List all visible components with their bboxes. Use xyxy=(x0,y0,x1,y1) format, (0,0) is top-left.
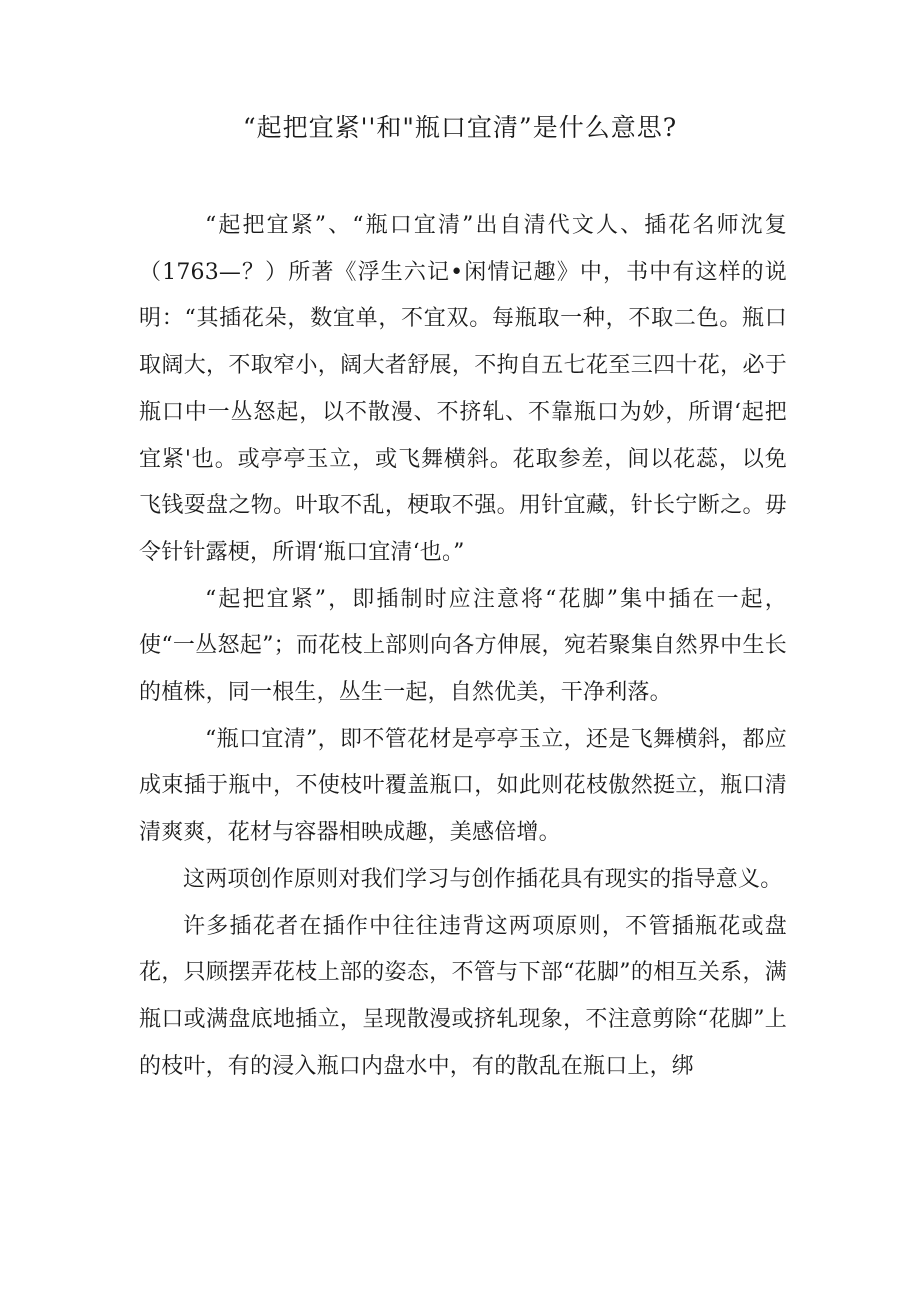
paragraph-qiba-yijin: “起把宜紧”，即插制时应注意将“花脚”集中插在一起，使“一丛怒起”；而花枝上部则向各方伸展，宛若聚集自然界中生长的植株，同一根生，丛生一起，自然优美，干净利落。 xyxy=(139,586,787,706)
paragraph-common-mistakes: 许多插花者在插作中往往违背这两项原则，不管插瓶花或盘花，只顾摆弄花枝上部的姿态，不管与下部“花脚”的相互关系，满瓶口或满盘底地插立，呈现散漫或挤轧现象，不注意剪除“花脚”上的枝叶，有的浸入瓶口内盘水中，有的散乱在瓶口上，绑 xyxy=(139,913,787,1079)
paragraph-guiding-significance: 这两项创作原则对我们学习与创作插花具有现实的指导意义。 xyxy=(183,866,783,892)
article-body xyxy=(139,203,787,1090)
page-title: “起把宜紧''和"瓶口宜清”是什么意思? xyxy=(242,113,678,142)
paragraph-pingkou-yiqing: “瓶口宜清”，即不管花材是亭亭玉立，还是飞舞横斜，都应成束插于瓶中，不使枝叶覆盖瓶口，如此则花枝傲然挺立，瓶口清清爽爽，花材与容器相映成趣，美感倍增。 xyxy=(139,726,787,846)
paragraph-origin: “起把宜紧”、“瓶口宜清”出自清代文人、插花名师沈复（1763—？）所著《浮生六记•闲情记趣》中，书中有这样的说明：“其插花朵，数宜单，不宜双。每瓶取一种，不取二色。瓶口取阔大，不取窄小，阔大者舒展，不拘自五七花至三四十花，必于瓶口中一丛怒起，以不散漫、不挤轧、不靠瓶口为妙，所谓‘起把宜紧'也。或亭亭玉立，或飞舞横斜。花取参差，间以花蕊，以免飞钱耍盘之物。叶取不乱，梗取不强。用针宜藏，针长宁断之。毋令针针露梗，所谓‘瓶口宜清‘也。” xyxy=(139,213,787,565)
